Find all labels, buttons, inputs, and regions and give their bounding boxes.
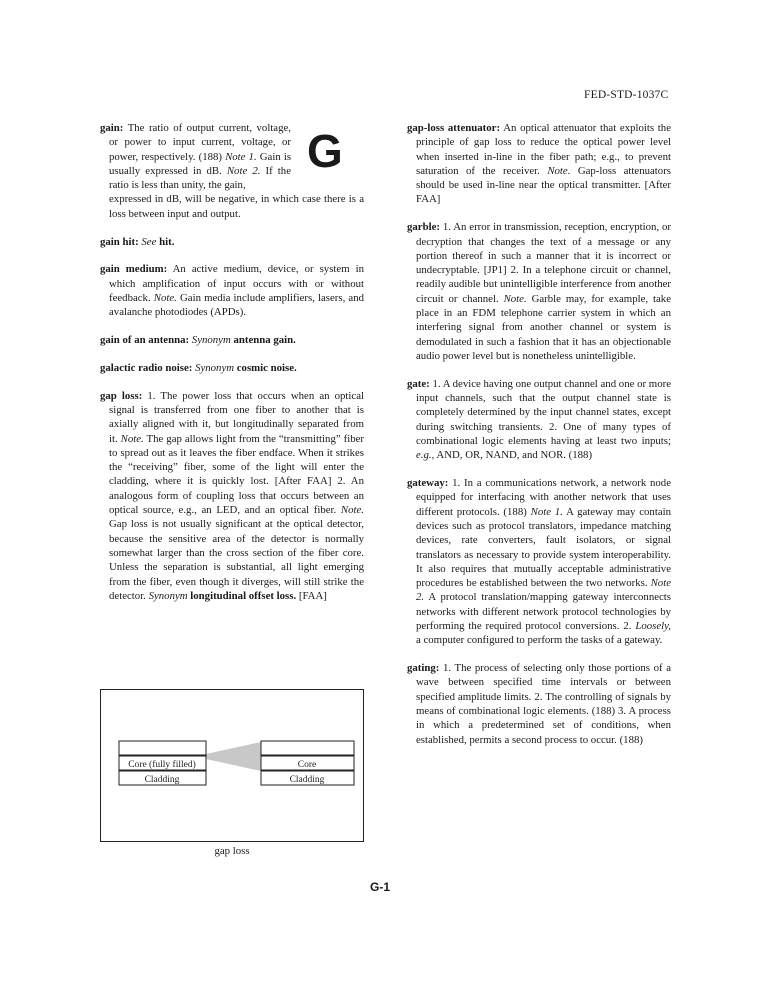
definition-text-2: 2. An analogous form of coupling loss that occurs between an optical source, e.g., an LED, and an optical fiber. (109, 475, 364, 517)
term-galactic-radio-noise: galactic radio noise: (100, 361, 193, 374)
see-label: See (141, 235, 157, 248)
definition-text-2: 2. One of many types of combinational logic elements having at least two inputs; (416, 420, 671, 447)
entry-garble (407, 220, 671, 363)
gain-line5b: If the (265, 164, 291, 177)
gain-rest: expressed in dB, will be negative, in which case there is a loss between input and output. (109, 193, 364, 220)
term-gain: gain: (100, 122, 124, 134)
entry-galactic-radio-noise (100, 361, 364, 375)
entry-gap-loss (100, 389, 364, 603)
gain-line6: ratio is less than unity, the gain, (109, 179, 246, 192)
gap-loss-figure (100, 689, 364, 842)
page-number: G-1 (369, 880, 390, 894)
note-text-1: A gateway may contain devices such as protocol translators, impedance matching devices, rate converters, fault isolators, or signal translators as necessary to provide system interoperability. It also requires that mutually acceptable administrative procedures be established between the two networks. (416, 505, 672, 590)
note-label-1: Note 1. (530, 505, 563, 518)
term-gap-loss-attenuator: gap-loss attenuator: (407, 122, 501, 134)
term-gain-medium: gain medium: (100, 263, 168, 276)
left-column (100, 121, 364, 617)
gain-line5a: expressed in dB. (145, 164, 222, 177)
synonym-term: cosmic noise. (236, 361, 297, 374)
term-gateway: gateway: (407, 477, 449, 490)
entry-gain-hit (100, 235, 364, 249)
note-text: The gap allows light from the “transmitting” fiber to spread out as it leaves the fiber endface. When it strikes the “receiving” fiber, some of the light will enter the cladding, where it is quickly lost. [After FAA] (109, 432, 364, 488)
definition-text-1: 1. An error in transmission, reception, encryption, or decryption that changes the text of a message or any portion thereof in such a manner that it is incorrect or undecryptable. [JP1] (416, 221, 672, 277)
definition-text-1: 1. The power loss that occurs when an optical signal is transferred from one fiber to another that is axially aligned with it, but longitudinally separated from it. (109, 389, 364, 445)
term-gate: gate: (407, 377, 430, 390)
cross-reference-link: hit. (159, 235, 175, 248)
left-core-label: Core (fully filled) (128, 760, 196, 770)
entry-gate (407, 377, 671, 463)
note-text: Garble may, for example, take place in an FDM telephone carrier system in which an interfering signal from another channel or system is demodulated in such a fashion that it has an objectionable audio power level but is nonetheless unintelligible. (416, 292, 671, 362)
gain-line2: voltage, or power to input current, (109, 122, 291, 149)
term-garble: garble: (407, 221, 440, 234)
term-gap-loss: gap loss: (100, 389, 143, 402)
right-cladding-label: Cladding (289, 775, 325, 785)
gain-line3: voltage, or power, respectively. (109, 136, 292, 163)
entry-gap-loss-attenuator (407, 121, 671, 207)
note-text: Gap-loss attenuators should be used in-line near the optical transmitter. [After FAA] (416, 164, 671, 206)
note-text-2: Gap loss is not usually significant at the optical detector, because the sensitive area of the detector is normally somewhat larger than the cross section of the fiber core. Unless the separation is substantial, all light emerging from the fiber, even though it diverges, will still strike the detector. (109, 518, 364, 602)
definition-text: An active medium, device, or system in which amplification of input occurs with or without feedback. (109, 263, 364, 304)
figure-caption: gap loss (214, 845, 250, 857)
eg-label: e.g., (416, 449, 435, 462)
right-core-label: Core (297, 760, 317, 770)
synonym-label: Synonym (195, 361, 235, 374)
synonym-term: antenna gain. (233, 334, 296, 347)
note-label: Note. (153, 291, 177, 304)
note-label-2: Note 2. (416, 577, 671, 604)
definition-number-2: 2. (623, 620, 632, 632)
note-label: Note. (503, 292, 527, 305)
definition-text: 1. The process of selecting only those portions of a wave between specified time intervals or between specified amplitude limits. 2. The controlling of signals by means of combinational logic elements. (188) 3. A process in which a predetermined set of conditions, when established, permits a second process to occur. (188) (416, 662, 671, 746)
note-text-2: A protocol translation/mapping gateway interconnects networks with different network protocol technologies by performing the required protocol conversions. (416, 591, 671, 632)
note-label-2: Note. (340, 504, 364, 517)
light-spread-cone (206, 742, 261, 771)
entry-gateway (407, 476, 671, 648)
entry-gain (100, 121, 364, 221)
synonym-label: Synonym (148, 589, 188, 602)
note-text: Gain media include amplifiers, lasers, and avalanche photodiodes (APDs). (109, 291, 364, 319)
definition-text: An optical attenuator that exploits the principle of gap loss to reduce the optical power level when inserted in-line in the fiber path; e.g., to prevent saturation of the receiver. (416, 122, 671, 177)
entry-gating (407, 661, 671, 747)
gap-loss-diagram (101, 690, 363, 841)
definition-text-2: 2. In a telephone circuit or channel, readily audible but unintelligible interference from another circuit or channel. (416, 264, 671, 305)
loosely-label: Loosely, (635, 620, 672, 632)
note-label: Note. (120, 432, 144, 445)
document-id-header: FED-STD-1037C (584, 89, 669, 101)
gain-line1: The ratio of output current, (127, 122, 253, 134)
synonym-label: Synonym (191, 334, 231, 347)
gain-line4b: Gain is usually (109, 150, 292, 177)
definition-text-3: AND, OR, NAND, and NOR. (188) (436, 449, 593, 462)
gain-line4a: (188) (198, 150, 222, 163)
right-fiber-upper-cladding (261, 741, 354, 755)
definition-text-2: a computer configured to perform the tasks of a gateway. (416, 634, 663, 647)
synonym-term: longitudinal offset loss. (190, 589, 297, 602)
definition-text-1: 1. A device having one output channel and one or more input channels, such that the output channel state is completely determined by the input channel states, except during switching transients. (416, 377, 671, 433)
right-column (407, 121, 671, 760)
definition-text-1: 1. In a communications network, a network node equipped for interfacing with another network that uses different protocols. (188) (416, 477, 671, 518)
note-label: Note. (547, 164, 571, 177)
gain-note2-label: Note 2. (226, 164, 261, 177)
entry-gain-of-an-antenna (100, 333, 364, 347)
term-gain-of-an-antenna: gain of an antenna: (100, 334, 190, 347)
entry-gain-medium (100, 262, 364, 319)
source-citation: [FAA] (298, 589, 327, 602)
left-fiber-upper-cladding (119, 741, 206, 755)
section-letter: G (307, 125, 343, 177)
term-gain-hit: gain hit: (100, 235, 139, 248)
left-cladding-label: Cladding (144, 775, 180, 785)
gain-note1-label: Note 1. (225, 150, 257, 163)
term-gating: gating: (407, 662, 440, 675)
